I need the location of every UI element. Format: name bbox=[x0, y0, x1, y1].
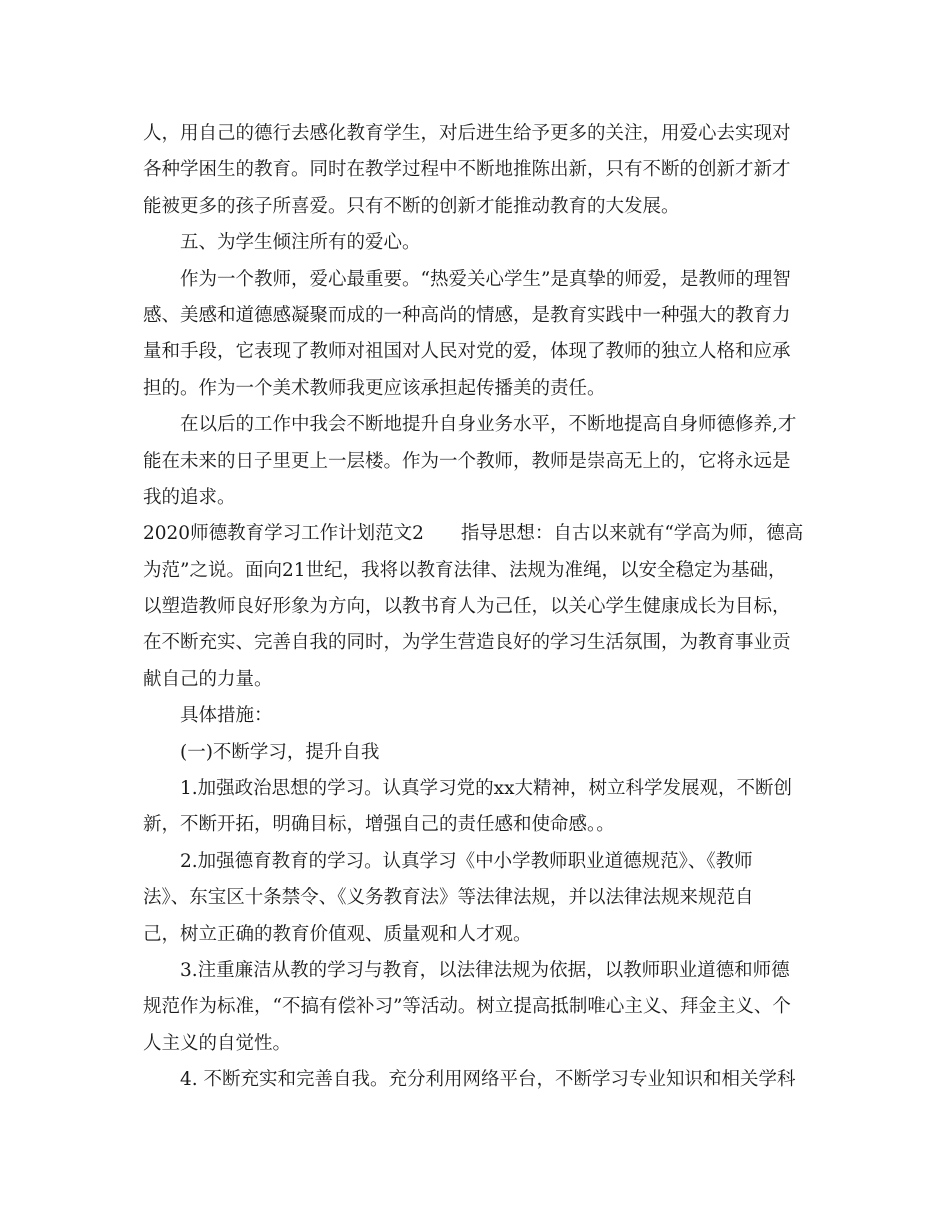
text-line: 在以后的工作中我会不断地提升自身业务水平，不断地提高自身师德修养,才 bbox=[180, 414, 797, 436]
text-line: 4. 不断充实和完善自我。充分利用网络平台，不断学习专业知识和相关学科 bbox=[180, 1069, 796, 1091]
text-line: 具体措施： bbox=[180, 705, 273, 727]
text-line: 能被更多的孩子所喜爱。只有不断的创新才能推动教育的大发展。 bbox=[143, 195, 680, 217]
text-line: 以塑造教师良好形象为方向，以教书育人为己任，以关心学生健康成长为目标， bbox=[143, 596, 791, 618]
text-line: 能在未来的日子里更上一层楼。作为一个教师，教师是崇高无上的，它将永远是 bbox=[143, 450, 791, 472]
text-line: 量和手段，它表现了教师对祖国对人民对党的爱，体现了教师的独立人格和应承 bbox=[143, 341, 791, 363]
text-line: 规范作为标准，“不搞有偿补习”等活动。树立提高抵制唯心主义、拜金主义、个 bbox=[143, 996, 791, 1018]
text-line: 在不断充实、完善自我的同时，为学生营造良好的学习生活氛围，为教育事业贡 bbox=[143, 632, 791, 654]
text-line: 献自己的力量。 bbox=[143, 668, 273, 690]
text-line: 感、美感和道德感凝聚而成的一种高尚的情感，是教育实践中一种强大的教育力 bbox=[143, 304, 791, 326]
text-line: 作为一个教师，爱心最重要。“热爱关心学生”是真挚的师爱，是教师的理智 bbox=[180, 268, 791, 290]
text-line: 1.加强政治思想的学习。认真学习党的xx大精神，树立科学发展观，不断创 bbox=[180, 778, 793, 800]
text-line: 法》、东宝区十条禁令、《义务教育法》等法律法规，并以法律法规来规范自 bbox=[143, 887, 754, 909]
text-line: 各种学困生的教育。同时在教学过程中不断地推陈出新，只有不断的创新才新才 bbox=[143, 159, 791, 181]
text-line: (一)不断学习，提升自我 bbox=[180, 741, 380, 763]
text-line: 五、为学生倾注所有的爱心。 bbox=[180, 232, 421, 254]
text-line: 人主义的自觉性。 bbox=[143, 1032, 292, 1054]
text-line: 我的追求。 bbox=[143, 486, 236, 508]
text-line: 2020师德教育学习工作计划范文2 指导思想：自古以来就有“学高为师，德高 bbox=[143, 523, 804, 545]
text-line: 2.加强德育教育的学习。认真学习《中小学教师职业道德规范》、《教师 bbox=[180, 850, 753, 872]
text-line: 人，用自己的德行去感化教育学生，对后进生给予更多的关注，用爱心去实现对 bbox=[143, 123, 791, 144]
text-line: 新，不断开拓，明确目标，增强自己的责任感和使命感。。 bbox=[143, 814, 615, 836]
text-line: 己，树立正确的教育价值观、质量观和人才观。 bbox=[143, 923, 532, 945]
text-line: 为范”之说。面向21世纪，我将以教育法律、法规为准绳，以安全稳定为基础， bbox=[143, 559, 787, 581]
text-line: 3.注重廉洁从教的学习与教育，以法律法规为依据，以教师职业道德和师德 bbox=[180, 959, 790, 981]
document-body bbox=[143, 116, 808, 1099]
text-line: 担的。作为一个美术教师我更应该承担起传播美的责任。 bbox=[143, 377, 606, 399]
